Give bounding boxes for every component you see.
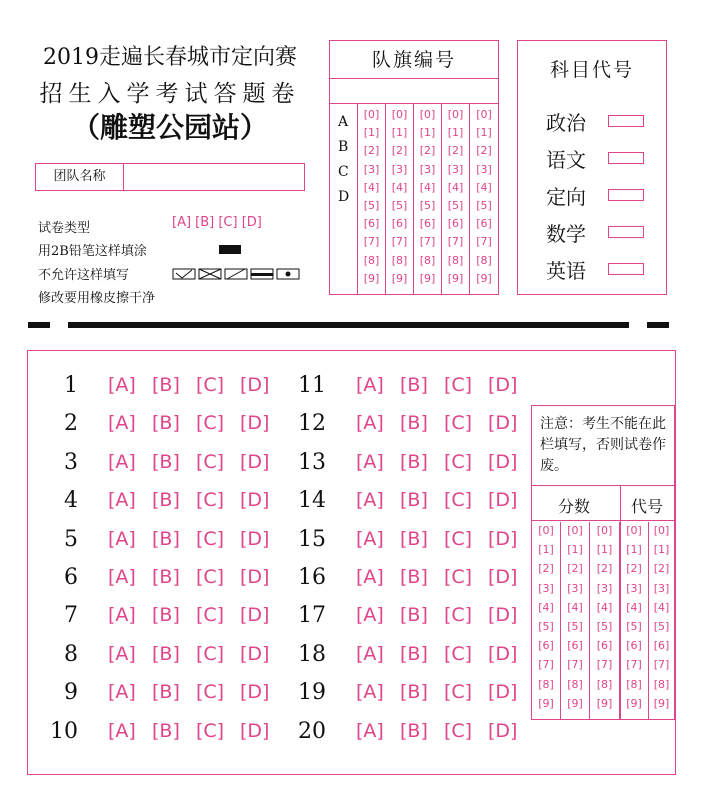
answer-option-bubble[interactable]: [B]: [152, 566, 180, 588]
flag-digit-bubble[interactable]: [2]: [419, 144, 436, 158]
flag-digit-bubble[interactable]: [4]: [363, 180, 380, 194]
grader-digit-bubble[interactable]: [3]: [626, 581, 642, 595]
grader-digit-bubble[interactable]: [1]: [626, 543, 642, 557]
answer-option-bubble[interactable]: [C]: [444, 412, 473, 435]
flag-digit-bubble[interactable]: [3]: [476, 162, 492, 176]
answer-option-bubble[interactable]: [A]: [356, 566, 384, 588]
answer-option-bubble[interactable]: [D]: [488, 566, 518, 588]
flag-digit-column: [442, 104, 470, 294]
answer-option-bubble[interactable]: [D]: [240, 566, 270, 588]
answer-option-bubble[interactable]: [D]: [240, 450, 270, 473]
flag-digit-column: [470, 104, 498, 294]
answer-option-bubble[interactable]: [B]: [152, 412, 180, 435]
grader-digit-bubble[interactable]: [5]: [626, 620, 642, 633]
exam-title-line3: （雕塑公园站）: [71, 111, 268, 144]
grader-digit-bubble[interactable]: [7]: [567, 658, 583, 672]
question-number: 11: [298, 373, 326, 398]
flag-digit-bubble[interactable]: [0]: [419, 108, 436, 121]
flag-digit-bubble[interactable]: [6]: [363, 217, 380, 231]
answer-option-bubble[interactable]: [A]: [108, 719, 136, 742]
grader-digit-bubble[interactable]: [0]: [626, 524, 642, 537]
question-number: 10: [50, 718, 78, 744]
question-number: 3: [64, 449, 78, 475]
answer-option-bubble[interactable]: [D]: [488, 450, 518, 473]
subject-bubble[interactable]: [608, 226, 644, 238]
filled-example-mark: [219, 245, 241, 254]
wrong-fill-text: 不允许这样填写: [38, 268, 130, 283]
question-number: 7: [64, 603, 78, 629]
score-digit-column: [532, 522, 561, 720]
question-number: 20: [298, 718, 326, 744]
team-name-field[interactable]: [35, 163, 305, 191]
flag-letter-column: [330, 104, 358, 294]
answer-option-bubble[interactable]: [B]: [152, 450, 180, 473]
grader-digit-bubble[interactable]: [4]: [567, 600, 583, 614]
wrong-mark-icons: [172, 267, 302, 281]
grader-digit-bubble[interactable]: [3]: [538, 581, 554, 595]
flag-digit-bubble[interactable]: [6]: [419, 217, 436, 231]
answer-option-bubble[interactable]: [B]: [400, 412, 428, 435]
question-number: 6: [64, 565, 78, 590]
answer-option-bubble[interactable]: [D]: [240, 719, 270, 742]
flag-number-panel: [329, 40, 499, 295]
flag-digit-bubble[interactable]: [7]: [363, 235, 380, 249]
code-label: 代号: [631, 497, 664, 516]
answer-option-bubble[interactable]: [C]: [196, 719, 225, 742]
answer-option-bubble[interactable]: [C]: [444, 642, 473, 665]
grader-digit-bubble[interactable]: [3]: [653, 581, 670, 595]
answer-option-bubble[interactable]: [B]: [400, 604, 428, 627]
grader-digit-bubble[interactable]: [2]: [538, 562, 554, 576]
flag-digit-bubble[interactable]: [5]: [391, 199, 408, 212]
flag-letter: B: [338, 139, 349, 155]
wrong-fill-examples: [172, 266, 302, 285]
answer-option-bubble[interactable]: [A]: [108, 566, 136, 588]
answer-option-bubble[interactable]: [A]: [356, 374, 384, 396]
subject-name: 语文: [546, 148, 586, 172]
grader-digit-bubble[interactable]: [2]: [596, 562, 613, 576]
flag-digit-bubble[interactable]: [1]: [363, 126, 380, 140]
grader-digit-bubble[interactable]: [8]: [567, 677, 583, 691]
flag-digit-bubble[interactable]: [0]: [447, 108, 464, 121]
answer-option-bubble[interactable]: [D]: [488, 604, 518, 627]
question-number: 15: [298, 526, 326, 552]
answer-option-bubble[interactable]: [C]: [196, 489, 225, 512]
answer-option-bubble[interactable]: [C]: [196, 604, 225, 627]
question-number: 2: [64, 411, 78, 437]
answer-option-bubble[interactable]: [B]: [152, 489, 180, 512]
exam-title-line1: 2019走遍长春城市定向赛: [43, 45, 297, 70]
answer-option-bubble[interactable]: [A]: [108, 681, 136, 704]
answer-option-bubble[interactable]: [B]: [400, 489, 428, 512]
grader-digit-bubble[interactable]: [7]: [653, 658, 670, 672]
score-digit-column: [561, 522, 590, 720]
question-number: 9: [64, 680, 78, 706]
answer-option-bubble[interactable]: [B]: [152, 719, 180, 742]
answer-option-bubble[interactable]: [A]: [108, 374, 136, 396]
answer-option-bubble[interactable]: [C]: [196, 527, 225, 550]
subject-name: 政治: [546, 111, 586, 135]
flag-number-title: 队旗编号: [330, 41, 498, 79]
answer-option-bubble[interactable]: [C]: [444, 681, 473, 704]
flag-digit-bubble[interactable]: [4]: [419, 180, 436, 194]
question-number: 12: [298, 411, 326, 437]
flag-digit-bubble[interactable]: [5]: [447, 199, 464, 212]
answer-option-bubble[interactable]: [C]: [196, 374, 225, 396]
subject-code-title: 科目代号: [549, 59, 634, 81]
answer-option-bubble[interactable]: [C]: [196, 642, 225, 665]
answer-option-bubble[interactable]: [B]: [400, 566, 428, 588]
grader-digit-bubble[interactable]: [6]: [626, 639, 642, 653]
flag-digit-bubble[interactable]: [9]: [447, 271, 464, 285]
flag-digit-bubble[interactable]: [1]: [419, 126, 436, 140]
flag-digit-bubble[interactable]: [7]: [419, 235, 436, 249]
answer-option-bubble[interactable]: [B]: [400, 374, 428, 396]
subject-name: 数学: [546, 222, 586, 246]
separator-right-dash: [647, 322, 669, 328]
flag-digit-bubble[interactable]: [9]: [391, 271, 408, 285]
answer-option-bubble[interactable]: [D]: [240, 642, 270, 665]
question-number: 5: [64, 526, 78, 552]
answer-option-bubble[interactable]: [A]: [356, 719, 384, 742]
code-digit-column: [649, 522, 674, 720]
answer-option-bubble[interactable]: [A]: [356, 681, 384, 704]
grader-digit-bubble[interactable]: [4]: [653, 600, 670, 614]
grader-digit-bubble[interactable]: [9]: [653, 696, 670, 710]
grader-panel: [531, 405, 675, 720]
flag-letter: C: [338, 164, 349, 180]
grader-digit-bubble[interactable]: [7]: [538, 658, 554, 672]
flag-digit-bubble[interactable]: [5]: [363, 199, 380, 212]
grader-digit-bubble[interactable]: [0]: [538, 524, 554, 537]
grader-digit-bubble[interactable]: [1]: [538, 543, 554, 557]
answer-option-bubble[interactable]: [A]: [108, 489, 136, 512]
flag-digit-bubble[interactable]: [6]: [447, 217, 464, 231]
flag-digit-bubble[interactable]: [8]: [363, 253, 380, 267]
question-number: 18: [298, 641, 326, 667]
flag-number-write-area[interactable]: [330, 79, 498, 104]
grader-digit-bubble[interactable]: [6]: [596, 639, 613, 653]
flag-letter: D: [338, 189, 350, 205]
grader-digit-bubble[interactable]: [5]: [567, 620, 583, 633]
grader-warning: 注意：考生不能在此栏填写，否则试卷作废。: [540, 416, 666, 474]
code-digit-column: [620, 522, 649, 720]
answer-option-bubble[interactable]: [A]: [108, 450, 136, 473]
answer-option-bubble[interactable]: [B]: [152, 642, 180, 665]
answer-option-bubble[interactable]: [C]: [196, 450, 225, 473]
flag-digit-bubble[interactable]: [2]: [476, 144, 492, 158]
flag-digit-bubble[interactable]: [9]: [419, 271, 436, 285]
answer-option-bubble[interactable]: [A]: [356, 412, 384, 435]
erase-rule-text: 修改要用橡皮擦干净: [38, 291, 156, 306]
flag-digit-bubble[interactable]: [8]: [447, 253, 464, 267]
answer-option-bubble[interactable]: [D]: [488, 642, 518, 665]
grader-digit-bubble[interactable]: [9]: [567, 696, 583, 710]
answer-option-bubble[interactable]: [C]: [444, 527, 473, 550]
answer-option-bubble[interactable]: [B]: [152, 374, 180, 396]
answer-option-bubble[interactable]: [D]: [488, 719, 518, 742]
grader-digit-bubble[interactable]: [9]: [596, 696, 613, 710]
paper-type-options[interactable]: [A] [B] [C] [D]: [172, 215, 262, 230]
grader-digit-bubble[interactable]: [4]: [626, 600, 642, 614]
answer-option-bubble[interactable]: [D]: [240, 527, 270, 550]
flag-digit-bubble[interactable]: [1]: [447, 126, 464, 140]
flag-digit-bubble[interactable]: [4]: [391, 180, 408, 194]
question-number: 4: [64, 488, 78, 514]
grader-digit-bubble[interactable]: [0]: [567, 524, 583, 537]
answer-option-bubble[interactable]: [D]: [488, 527, 518, 550]
grader-digit-bubble[interactable]: [8]: [626, 677, 642, 691]
flag-letter: A: [338, 114, 349, 130]
flag-digit-bubble[interactable]: [3]: [447, 162, 464, 176]
question-number: 19: [298, 680, 326, 706]
answer-option-bubble[interactable]: [A]: [356, 642, 384, 665]
grader-digit-bubble[interactable]: [2]: [567, 562, 583, 576]
question-number: 14: [298, 488, 326, 514]
grader-digit-bubble[interactable]: [3]: [567, 581, 583, 595]
flag-digit-column: [386, 104, 414, 294]
answer-option-bubble[interactable]: [B]: [400, 642, 428, 665]
flag-digit-bubble[interactable]: [4]: [447, 180, 464, 194]
answer-option-bubble[interactable]: [B]: [400, 681, 428, 704]
flag-digit-bubble[interactable]: [3]: [419, 162, 436, 176]
flag-digit-bubble[interactable]: [4]: [476, 180, 492, 194]
question-number: 1: [64, 373, 78, 398]
answer-option-bubble[interactable]: [C]: [444, 374, 473, 396]
grader-digit-bubble[interactable]: [5]: [653, 620, 670, 633]
answer-option-bubble[interactable]: [D]: [240, 681, 270, 704]
grader-digit-bubble[interactable]: [2]: [653, 562, 670, 576]
flag-digit-bubble[interactable]: [1]: [391, 126, 408, 140]
flag-digit-bubble[interactable]: [9]: [363, 271, 380, 285]
answer-option-bubble[interactable]: [C]: [196, 681, 225, 704]
subject-name: 定向: [546, 185, 586, 209]
answer-option-bubble[interactable]: [D]: [488, 489, 518, 512]
paper-type-row: [38, 217, 90, 236]
answer-option-bubble[interactable]: [D]: [488, 681, 518, 704]
answer-option-bubble[interactable]: [B]: [400, 450, 428, 473]
flag-digit-bubble[interactable]: [3]: [391, 162, 408, 176]
answer-option-bubble[interactable]: [D]: [488, 412, 518, 435]
answer-option-bubble[interactable]: [C]: [444, 489, 473, 512]
score-digit-column: [590, 522, 620, 720]
flag-digit-bubble[interactable]: [7]: [447, 235, 464, 249]
subject-name: 英语: [546, 259, 586, 283]
grader-digit-bubble[interactable]: [0]: [596, 524, 613, 537]
answer-option-bubble[interactable]: [A]: [356, 450, 384, 473]
answer-option-bubble[interactable]: [C]: [444, 566, 473, 588]
flag-digit-bubble[interactable]: [7]: [391, 235, 408, 249]
answer-option-bubble[interactable]: [A]: [356, 489, 384, 512]
grader-digit-bubble[interactable]: [2]: [626, 562, 642, 576]
answer-option-bubble[interactable]: [D]: [488, 374, 518, 396]
answer-option-bubble[interactable]: [A]: [108, 412, 136, 435]
answer-option-bubble[interactable]: [C]: [196, 412, 225, 435]
flag-digit-bubble[interactable]: [6]: [391, 217, 408, 231]
answer-option-bubble[interactable]: [B]: [152, 527, 180, 550]
subject-bubble[interactable]: [608, 263, 644, 275]
flag-digit-column: [358, 104, 386, 294]
subject-code-panel: [517, 40, 667, 295]
subject-bubble[interactable]: [608, 115, 644, 127]
flag-digit-bubble[interactable]: [9]: [476, 271, 492, 285]
grader-digit-bubble[interactable]: [9]: [626, 696, 642, 710]
answer-option-bubble[interactable]: [C]: [196, 566, 225, 588]
flag-digit-bubble[interactable]: [2]: [391, 144, 408, 158]
grader-digit-bubble[interactable]: [1]: [653, 543, 670, 557]
answer-option-bubble[interactable]: [B]: [400, 527, 428, 550]
answer-option-bubble[interactable]: [A]: [108, 642, 136, 665]
answer-option-bubble[interactable]: [D]: [240, 604, 270, 627]
grader-digit-bubble[interactable]: [6]: [538, 639, 554, 653]
flag-digit-bubble[interactable]: [7]: [476, 235, 492, 249]
grader-digit-bubble[interactable]: [6]: [567, 639, 583, 653]
answer-option-bubble[interactable]: [D]: [240, 412, 270, 435]
question-number: 17: [298, 603, 326, 629]
answer-option-bubble[interactable]: [A]: [356, 604, 384, 627]
grader-digit-bubble[interactable]: [4]: [596, 600, 613, 614]
flag-digit-column: [414, 104, 442, 294]
grader-digit-bubble[interactable]: [7]: [596, 658, 613, 672]
subject-bubble[interactable]: [608, 152, 644, 164]
flag-digit-bubble[interactable]: [0]: [363, 108, 380, 121]
paper-type-label: 试卷类型: [38, 221, 91, 236]
question-number: 16: [298, 565, 326, 590]
answer-option-bubble[interactable]: [C]: [444, 719, 473, 742]
answer-option-bubble[interactable]: [B]: [400, 719, 428, 742]
grader-digit-bubble[interactable]: [4]: [538, 600, 554, 614]
grader-digit-bubble[interactable]: [3]: [596, 581, 613, 595]
pencil-rule-text: 用2B铅笔这样填涂: [38, 244, 147, 259]
answer-option-bubble[interactable]: [B]: [152, 604, 180, 627]
flag-digit-bubble[interactable]: [8]: [419, 253, 436, 267]
answer-option-bubble[interactable]: [C]: [444, 450, 473, 473]
flag-digit-bubble[interactable]: [6]: [476, 217, 492, 231]
flag-digit-bubble[interactable]: [2]: [363, 144, 380, 158]
answer-option-bubble[interactable]: [A]: [108, 604, 136, 627]
flag-digit-bubble[interactable]: [3]: [363, 162, 380, 176]
grader-digit-bubble[interactable]: [1]: [567, 543, 583, 557]
separator-line: [68, 322, 629, 328]
answer-option-bubble[interactable]: [C]: [444, 604, 473, 627]
grader-digit-bubble[interactable]: [6]: [653, 639, 670, 653]
question-number: 8: [64, 641, 78, 667]
flag-digit-bubble[interactable]: [0]: [476, 108, 492, 121]
separator-left-dash: [28, 322, 50, 328]
grader-digit-bubble[interactable]: [8]: [653, 677, 670, 691]
answer-option-bubble[interactable]: [A]: [108, 527, 136, 550]
flag-digit-bubble[interactable]: [1]: [476, 126, 492, 140]
grader-digit-bubble[interactable]: [5]: [538, 620, 554, 633]
flag-digit-bubble[interactable]: [5]: [476, 199, 492, 212]
score-label: 分数: [558, 497, 591, 516]
flag-digit-bubble[interactable]: [8]: [476, 253, 492, 267]
grader-digit-bubble[interactable]: [5]: [596, 620, 613, 633]
grader-digit-bubble[interactable]: [0]: [653, 524, 670, 537]
answer-option-bubble[interactable]: [B]: [152, 681, 180, 704]
grader-digit-bubble[interactable]: [9]: [538, 696, 554, 710]
grader-header: [532, 485, 674, 521]
question-number: 13: [298, 449, 326, 475]
exam-title-line2: 招生入学考试答题卷: [39, 81, 301, 107]
answer-option-bubble[interactable]: [A]: [356, 527, 384, 550]
answer-option-bubble[interactable]: [D]: [240, 374, 270, 396]
grader-digit-bubble[interactable]: [8]: [538, 677, 554, 691]
grader-digit-bubble[interactable]: [1]: [596, 543, 613, 557]
grader-digit-bubble[interactable]: [7]: [626, 658, 642, 672]
flag-digit-bubble[interactable]: [5]: [419, 199, 436, 212]
flag-digit-bubble[interactable]: [8]: [391, 253, 408, 267]
team-name-label: 团队名称: [36, 164, 124, 190]
subject-bubble[interactable]: [608, 189, 644, 201]
flag-digit-bubble[interactable]: [2]: [447, 144, 464, 158]
answer-option-bubble[interactable]: [D]: [240, 489, 270, 512]
flag-digit-bubble[interactable]: [0]: [391, 108, 408, 121]
grader-digit-bubble[interactable]: [8]: [596, 677, 613, 691]
